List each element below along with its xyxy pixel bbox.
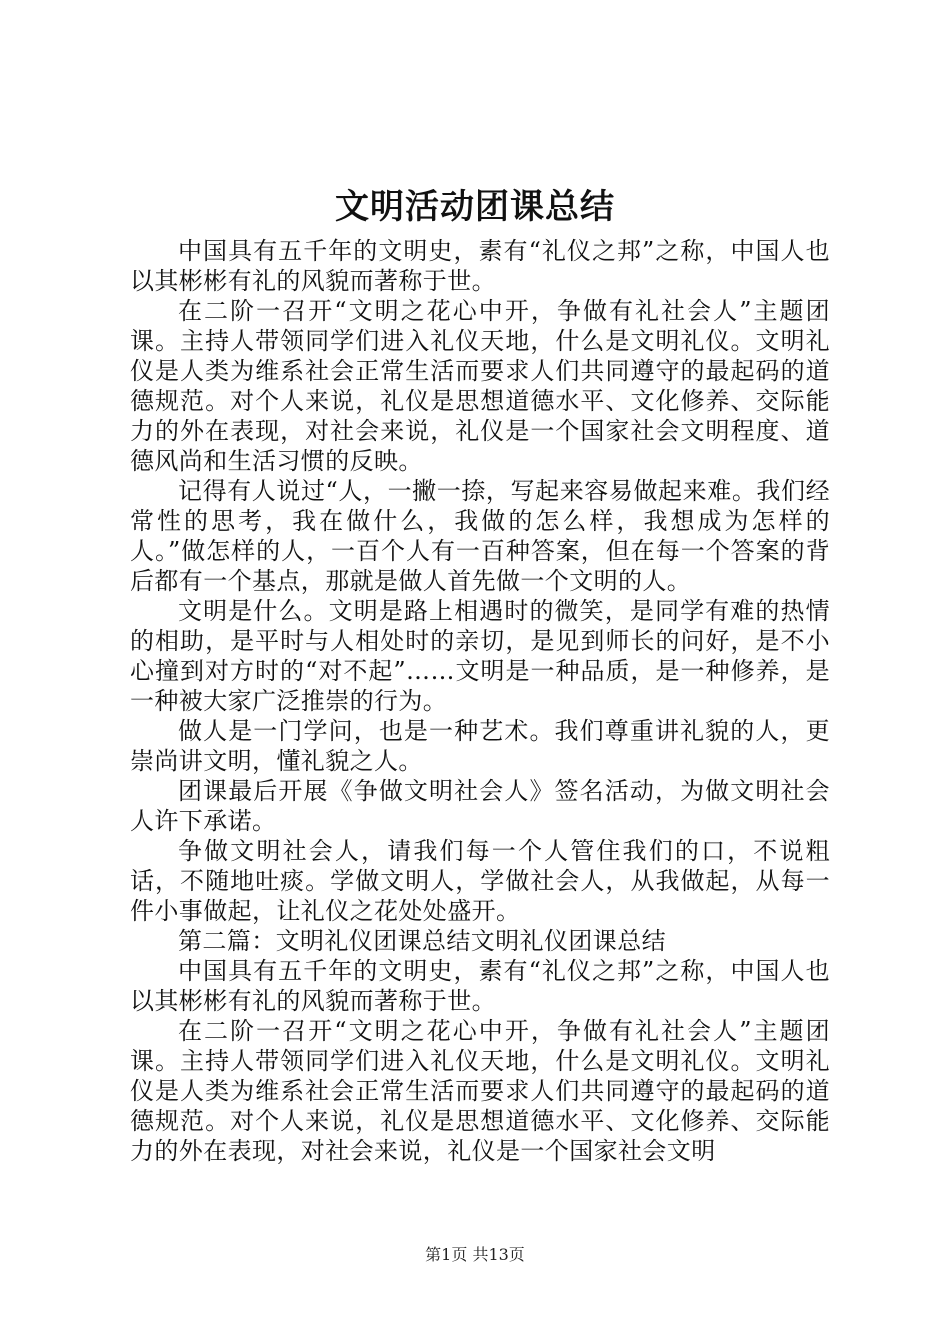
paragraph: 文明是什么。文明是路上相遇时的微笑，是同学有难的热情的相助，是平时与人相处时的亲切，是见到师长的问好，是不小心撞到对方时的“对不起”……文明是一种品质，是一种修养，是一种被大家广泛推崇的行为。 (130, 597, 830, 715)
paragraph: 做人是一门学问，也是一种艺术。我们尊重讲礼貌的人，更崇尚讲文明，懂礼貌之人。 (130, 717, 830, 775)
paragraph: 团课最后开展《争做文明社会人》签名活动，为做文明社会人许下承诺。 (130, 777, 830, 835)
paragraph: 在二阶一召开“文明之花心中开，争做有礼社会人”主题团课。主持人带领同学们进入礼仪天地，什么是文明礼仪。文明礼仪是人类为维系社会正常生活而要求人们共同遵守的最起码的道德规范。对个人来说，礼仪是思想道德水平、文化修养、交际能力的外在表现，对社会来说，礼仪是一个国家社会文明 (130, 1017, 830, 1165)
paragraph: 中国具有五千年的文明史，素有“礼仪之邦”之称，中国人也以其彬彬有礼的风貌而著称于世。 (130, 957, 830, 1015)
paragraph: 争做文明社会人，请我们每一个人管住我们的口，不说粗话，不随地吐痰。学做文明人，学做社会人，从我做起，从每一件小事做起，让礼仪之花处处盛开。 (130, 837, 830, 925)
document-body (130, 236, 830, 1166)
paragraph: 记得有人说过“人，一撇一捺，写起来容易做起来难。我们经常性的思考，我在做什么，我做的怎么样，我想成为怎样的人。”做怎样的人，一百个人有一百种答案，但在每一个答案的背后都有一个基点，那就是做人首先做一个文明的人。 (130, 477, 830, 595)
paragraph: 在二阶一召开“文明之花心中开，争做有礼社会人”主题团课。主持人带领同学们进入礼仪天地，什么是文明礼仪。文明礼仪是人类为维系社会正常生活而要求人们共同遵守的最起码的道德规范。对个人来说，礼仪是思想道德水平、文化修养、交际能力的外在表现，对社会来说，礼仪是一个国家社会文明程度、道德风尚和生活习惯的反映。 (130, 297, 830, 475)
section-heading: 第二篇：文明礼仪团课总结文明礼仪团课总结 (178, 927, 666, 955)
document-title: 文明活动团课总结 (335, 187, 615, 227)
page-footer: 第1页 共13页 (425, 1245, 525, 1264)
paragraph: 中国具有五千年的文明史，素有“礼仪之邦”之称，中国人也以其彬彬有礼的风貌而著称于世。 (130, 237, 830, 295)
